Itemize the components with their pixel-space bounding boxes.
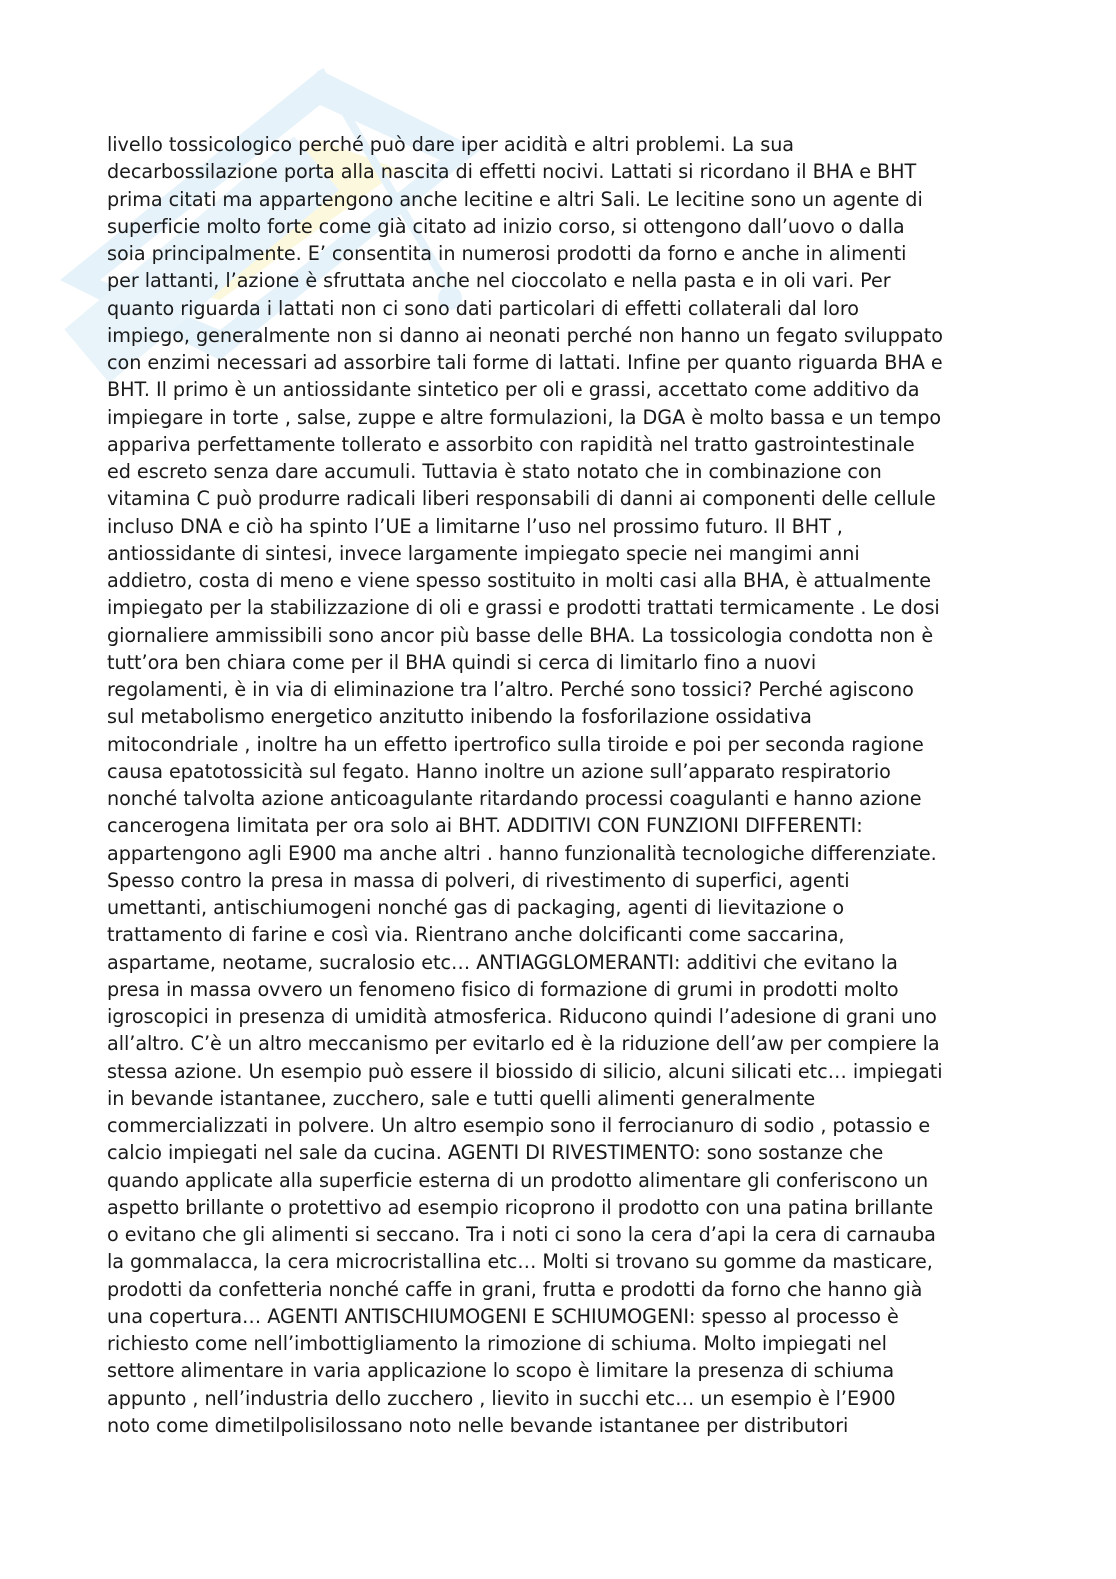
- text-line: addietro, costa di meno e viene spesso sostituito in molti casi alla BHA, è attualmente: [107, 569, 932, 592]
- text-line: in bevande istantanee, zucchero, sale e tutti quelli alimenti generalmente: [107, 1086, 816, 1110]
- text-line: una copertura… AGENTI ANTISCHIUMOGENI E SCHIUMOGENI: spesso al processo è: [107, 1304, 899, 1328]
- text-line: prima citati ma appartengono anche lecitine e altri Sali. Le lecitine sono un agente di: [107, 187, 923, 211]
- text-line: presa in massa ovvero un fenomeno fisico di formazione di grumi in prodotti molto: [107, 977, 899, 1001]
- text-line: appariva perfettamente tollerato e assorbito con rapidità nel tratto gastrointestinale: [107, 432, 915, 456]
- text-line: antiossidante di sintesi, invece largamente impiegato specie nei mangimi anni: [107, 541, 860, 565]
- text-line: quanto riguarda i lattati non ci sono dati particolari di effetti collaterali dal loro: [107, 296, 859, 320]
- text-line: mitocondriale , inoltre ha un effetto ipertrofico sulla tiroide e poi per seconda ragione: [107, 732, 924, 756]
- text-line: commercializzati in polvere. Un altro esempio sono il ferrocianuro di sodio , potassio e: [107, 1114, 931, 1137]
- text-line: trattamento di farine e così via. Rientrano anche dolcificanti come saccarina,: [107, 923, 845, 947]
- text-line: sul metabolismo energetico anzitutto inibendo la fosforilazione ossidativa: [107, 705, 812, 729]
- text-line: umettanti, antischiumogeni nonché gas di packaging, agenti di lievitazione o: [107, 896, 845, 919]
- text-line: vitamina C può produrre radicali liberi responsabili di danni ai componenti delle cellule: [107, 487, 936, 511]
- text-line: per lattanti, l’azione è sfruttata anche nel cioccolato e nella pasta e in oli vari. Per: [107, 269, 891, 293]
- text-line: impiegato per la stabilizzazione di oli e grassi e prodotti trattati termicamente . Le dosi: [107, 596, 940, 620]
- text-line: con enzimi necessari ad assorbire tali forme di lattati. Infine per quanto riguarda BHA e: [107, 351, 943, 374]
- text-line: all’altro. C’è un altro meccanismo per evitarlo ed è la riduzione dell’aw per compiere la: [107, 1032, 940, 1056]
- text-line: regolamenti, è in via di eliminazione tra l’altro. Perché sono tossici? Perché agiscono: [107, 678, 914, 701]
- text-line: richiesto come nell’imbottigliamento la rimozione di schiuma. Molto impiegati nel: [107, 1332, 887, 1355]
- text-line: o evitano che gli alimenti si seccano. Tra i noti ci sono la cera d’api la cera di carnauba: [107, 1223, 936, 1246]
- text-line: settore alimentare in varia applicazione lo scopo è limitare la presenza di schiuma: [107, 1359, 895, 1383]
- text-line: ed escreto senza dare accumuli. Tuttavia è stato notato che in combinazione con: [107, 460, 882, 483]
- text-line: BHT. Il primo è un antiossidante sintetico per oli e grassi, accettato come additivo da: [107, 378, 920, 402]
- text-line: aspetto brillante o protettivo ad esempio ricoprono il prodotto con una patina brillante: [107, 1195, 934, 1219]
- text-line: igroscopici in presenza di umidità atmosferica. Riducono quindi l’adesione di grani uno: [107, 1005, 937, 1028]
- text-line: cancerogena limitata per ora solo ai BHT. ADDITIVI CON FUNZIONI DIFFERENTI:: [107, 814, 863, 838]
- text-line: stessa azione. Un esempio può essere il biossido di silicio, alcuni silicati etc… impiegati: [107, 1059, 943, 1083]
- text-line: incluso DNA e ciò ha spinto l’UE a limitarne l’uso nel prossimo futuro. Il BHT ,: [107, 514, 843, 538]
- text-line: quando applicate alla superficie esterna di un prodotto alimentare gli conferiscono un: [107, 1168, 929, 1192]
- text-line: aspartame, neotame, sucralosio etc… ANTIAGGLOMERANTI: additivi che evitano la: [107, 950, 898, 974]
- text-line: nonché talvolta azione anticoagulante ritardando processi coagulanti e hanno azione: [107, 787, 922, 810]
- text-line: prodotti da confetteria nonché caffe in grani, frutta e prodotti da forno che hanno già: [107, 1277, 923, 1301]
- text-line: impiegare in torte , salse, zuppe e altre formulazioni, la DGA è molto bassa e un tempo: [107, 405, 942, 429]
- text-line: soia principalmente. E’ consentita in numerosi prodotti da forno e anche in alimenti: [107, 242, 907, 265]
- text-line: livello tossicologico perché può dare iper acidità e altri problemi. La sua: [107, 133, 795, 156]
- text-line: appartengono agli E900 ma anche altri . hanno funzionalità tecnologiche differenziate.: [107, 841, 937, 865]
- document-body: [107, 131, 1017, 1439]
- text-line: appunto , nell’industria dello zucchero , lievito in succhi etc… un esempio è l’E900: [107, 1386, 896, 1410]
- text-line: impiego, generalmente non si danno ai neonati perché non hanno un fegato sviluppato: [107, 323, 943, 347]
- text-line: causa epatotossicità sul fegato. Hanno inoltre un azione sull’apparato respiratorio: [107, 759, 891, 783]
- text-line: superficie molto forte come già citato ad inizio corso, si ottengono dall’uovo o dalla: [107, 214, 905, 238]
- text-line: calcio impiegati nel sale da cucina. AGENTI DI RIVESTIMENTO: sono sostanze che: [107, 1141, 884, 1165]
- text-line: Spesso contro la presa in massa di polveri, di rivestimento di superfici, agenti: [107, 868, 850, 892]
- text-line: la gommalacca, la cera microcristallina etc… Molti si trovano su gomme da masticare,: [107, 1250, 933, 1274]
- text-line: giornaliere ammissibili sono ancor più basse delle BHA. La tossicologia condotta non è: [107, 623, 934, 647]
- text-line: tutt’ora ben chiara come per il BHA quindi si cerca di limitarlo fino a nuovi: [107, 650, 817, 674]
- text-line: decarbossilazione porta alla nascita di effetti nocivi. Lattati si ricordano il BHA e BHT: [107, 160, 917, 184]
- text-line: noto come dimetilpolisilossano noto nelle bevande istantanee per distributori: [107, 1413, 849, 1437]
